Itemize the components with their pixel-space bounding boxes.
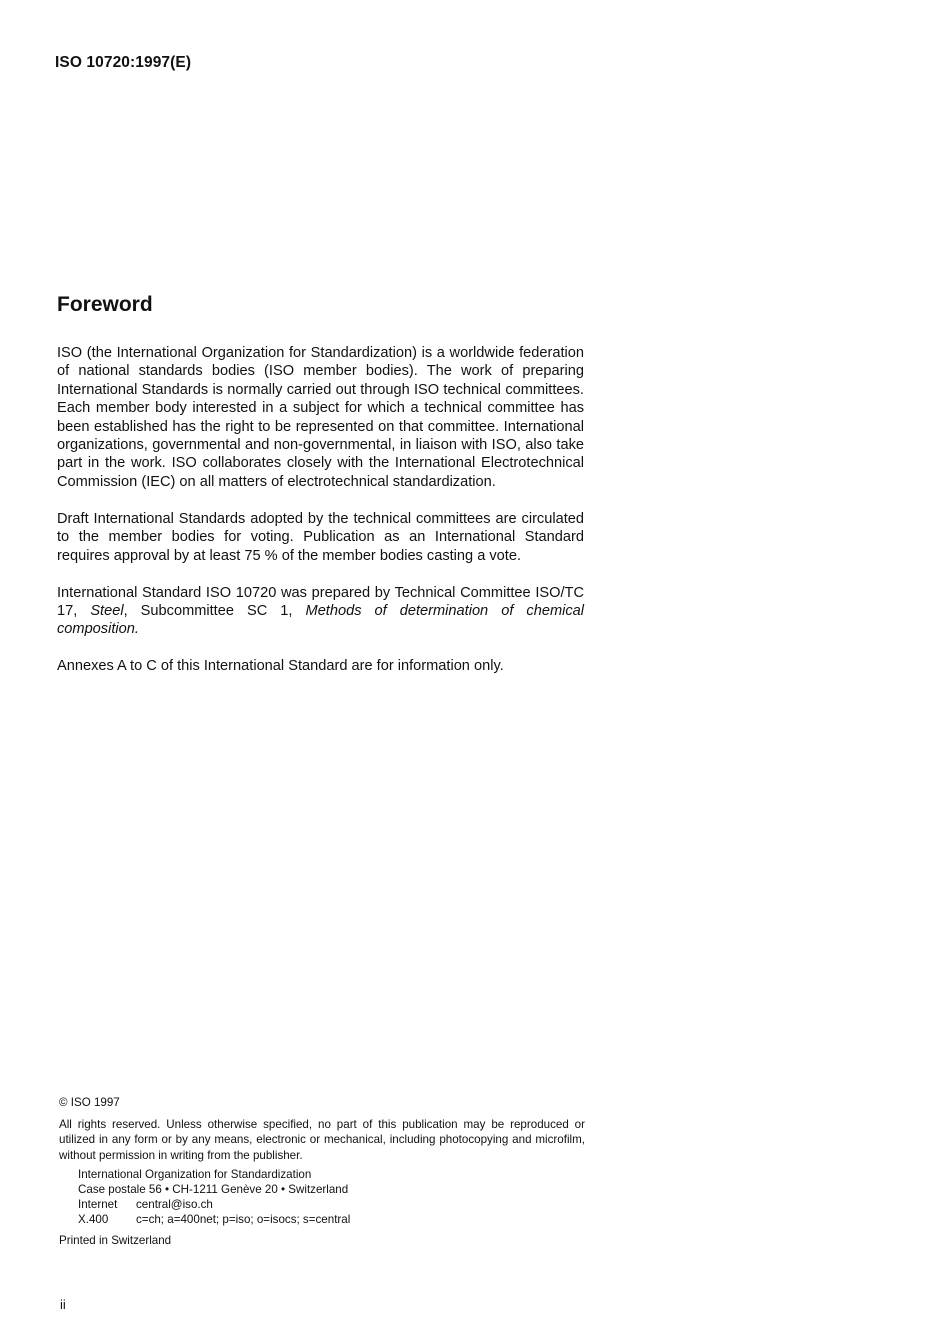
publisher-address (78, 1167, 585, 1228)
paragraph-3-start: International Standard ISO 10720 was prepared by Technical Committee ISO/TC 17, (57, 584, 584, 620)
foreword-paragraph-3 (57, 584, 584, 639)
copyright-line: © ISO 1997 (59, 1096, 120, 1109)
internet-email: central@iso.ch (136, 1198, 213, 1212)
committee-name: Steel (90, 603, 124, 620)
postal-address: Case postale 56 • CH-1211 Genève 20 • Switzerland (78, 1183, 349, 1197)
foreword-paragraph-1: ISO (the International Organization for Standardization) is a worldwide federation of national standards bodies (ISO member bodies). The work of preparing International Standards is normally carried out through ISO technical committees. Each member body interested in a subject for which a technical committee has been established has the right to be represented on that committee. International organizations, governmental and non-governmental, in liaison with ISO, also take part in the work. ISO collaborates closely with the International Electrotechnical Commission (IEC) on all matters of electrotechnical standardization. (57, 345, 584, 490)
x400-label: X.400 (78, 1213, 109, 1227)
printed-in: Printed in Switzerland (59, 1233, 172, 1247)
subcommittee-name: Methods of determination of chemical composition. (57, 603, 585, 638)
page-number: ii (60, 1297, 66, 1312)
x400-address: c=ch; a=400net; p=iso; o=isocs; s=central (136, 1213, 351, 1227)
internet-label: Internet (78, 1198, 118, 1212)
document-id: ISO 10720:1997(E) (55, 54, 192, 71)
foreword-heading: Foreword (57, 293, 153, 316)
rights-statement: All rights reserved. Unless otherwise specified, no part of this publication may be reproduced or utilized in any form or by any means, electronic or mechanical, including photocopying and microfilm, without permission in writing from the publisher. (59, 1118, 585, 1162)
foreword-paragraph-4: Annexes A to C of this International Standard are for information only. (57, 658, 504, 675)
foreword-body (57, 344, 584, 694)
x400-row (78, 1212, 585, 1227)
foreword-paragraph-2: Draft International Standards adopted by the technical committees are circulated to the member bodies for voting. Publication as an International Standard requires approval by at least 75 % of the member bodies casting a vote. (57, 510, 584, 564)
internet-row (78, 1197, 585, 1212)
paragraph-3-mid: , Subcommittee SC 1, (123, 603, 306, 620)
organization-name: International Organization for Standardization (78, 1167, 312, 1181)
copyright-block (59, 1095, 585, 1248)
